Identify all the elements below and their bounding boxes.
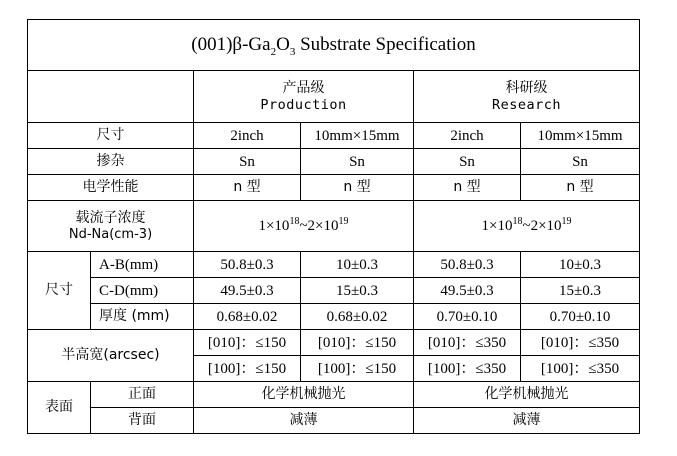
table-cell: 50.8±0.3: [194, 252, 301, 278]
table-cell: 减薄: [194, 408, 414, 434]
table-cell: [100]：≤350: [521, 356, 640, 382]
grade-research-header: 科研级 Research: [414, 71, 640, 123]
table-cell: 10mm×15mm: [521, 123, 640, 149]
table-cell: Sn: [414, 149, 521, 175]
table-cell: 2inch: [414, 123, 521, 149]
table-cell: n 型: [521, 175, 640, 201]
row-label: 掺杂: [28, 149, 194, 175]
dopant-row: [28, 149, 640, 175]
table-cell: 0.68±0.02: [301, 304, 414, 330]
table-cell: Sn: [521, 149, 640, 175]
table-cell: n 型: [414, 175, 521, 201]
table-cell: 0.70±0.10: [521, 304, 640, 330]
table-cell: n 型: [301, 175, 414, 201]
table-cell: 减薄: [414, 408, 640, 434]
header-blank-cell: [28, 71, 194, 123]
row-label: C-D(mm): [91, 278, 194, 304]
table-cell: 50.8±0.3: [414, 252, 521, 278]
fwhm-group-label: 半高宽(arcsec): [28, 330, 194, 382]
table-cell: 10±0.3: [521, 252, 640, 278]
dimension-row-cd: [28, 278, 640, 304]
carrier-row: [28, 201, 640, 252]
table-cell: 化学机械抛光: [414, 382, 640, 408]
row-label: 尺寸: [28, 123, 194, 149]
row-label: 电学性能: [28, 175, 194, 201]
dimension-row-ab: [28, 252, 640, 278]
table-cell: 15±0.3: [521, 278, 640, 304]
size-row: [28, 123, 640, 149]
carrier-label-cell: 载流子浓度 Nd-Na(cm-3): [28, 201, 194, 252]
grade-header-row: [28, 71, 640, 123]
electrical-row: [28, 175, 640, 201]
title-row: [28, 20, 640, 71]
table-cell: 15±0.3: [301, 278, 414, 304]
fwhm-row-010: [28, 330, 640, 356]
surface-row-front: [28, 382, 640, 408]
table-cell: 49.5±0.3: [194, 278, 301, 304]
row-label: 厚度 (mm): [91, 304, 194, 330]
grade-production-header: 产品级 Production: [194, 71, 414, 123]
row-label: 背面: [91, 408, 194, 434]
table-cell: 49.5±0.3: [414, 278, 521, 304]
carrier-value-production: $1\times 10^{18}\sim 2\times 10^{19}$: [194, 201, 414, 252]
table-cell: Sn: [194, 149, 301, 175]
table-cell: [100]：≤150: [194, 356, 301, 382]
table-cell: n 型: [194, 175, 301, 201]
row-label: 正面: [91, 382, 194, 408]
table-cell: 2inch: [194, 123, 301, 149]
table-title: $(001)\beta-Ga_2O_3$ Substrate Specification: [28, 20, 640, 71]
dimension-group-label: 尺寸: [28, 252, 91, 330]
table-cell: [010]：≤350: [521, 330, 640, 356]
carrier-value-research: $1\times 10^{18}\sim 2\times 10^{19}$: [414, 201, 640, 252]
table-cell: 10±0.3: [301, 252, 414, 278]
spec-table: [27, 19, 640, 434]
dimension-row-thickness: [28, 304, 640, 330]
table-cell: Sn: [301, 149, 414, 175]
table-cell: 0.70±0.10: [414, 304, 521, 330]
surface-row-back: [28, 408, 640, 434]
table-cell: [100]：≤350: [414, 356, 521, 382]
table-cell: [100]：≤150: [301, 356, 414, 382]
table-cell: [010]：≤150: [194, 330, 301, 356]
table-cell: 化学机械抛光: [194, 382, 414, 408]
table-cell: [010]：≤150: [301, 330, 414, 356]
table-cell: 0.68±0.02: [194, 304, 301, 330]
surface-group-label: 表面: [28, 382, 91, 434]
row-label: A-B(mm): [91, 252, 194, 278]
table-cell: [010]：≤350: [414, 330, 521, 356]
table-cell: 10mm×15mm: [301, 123, 414, 149]
